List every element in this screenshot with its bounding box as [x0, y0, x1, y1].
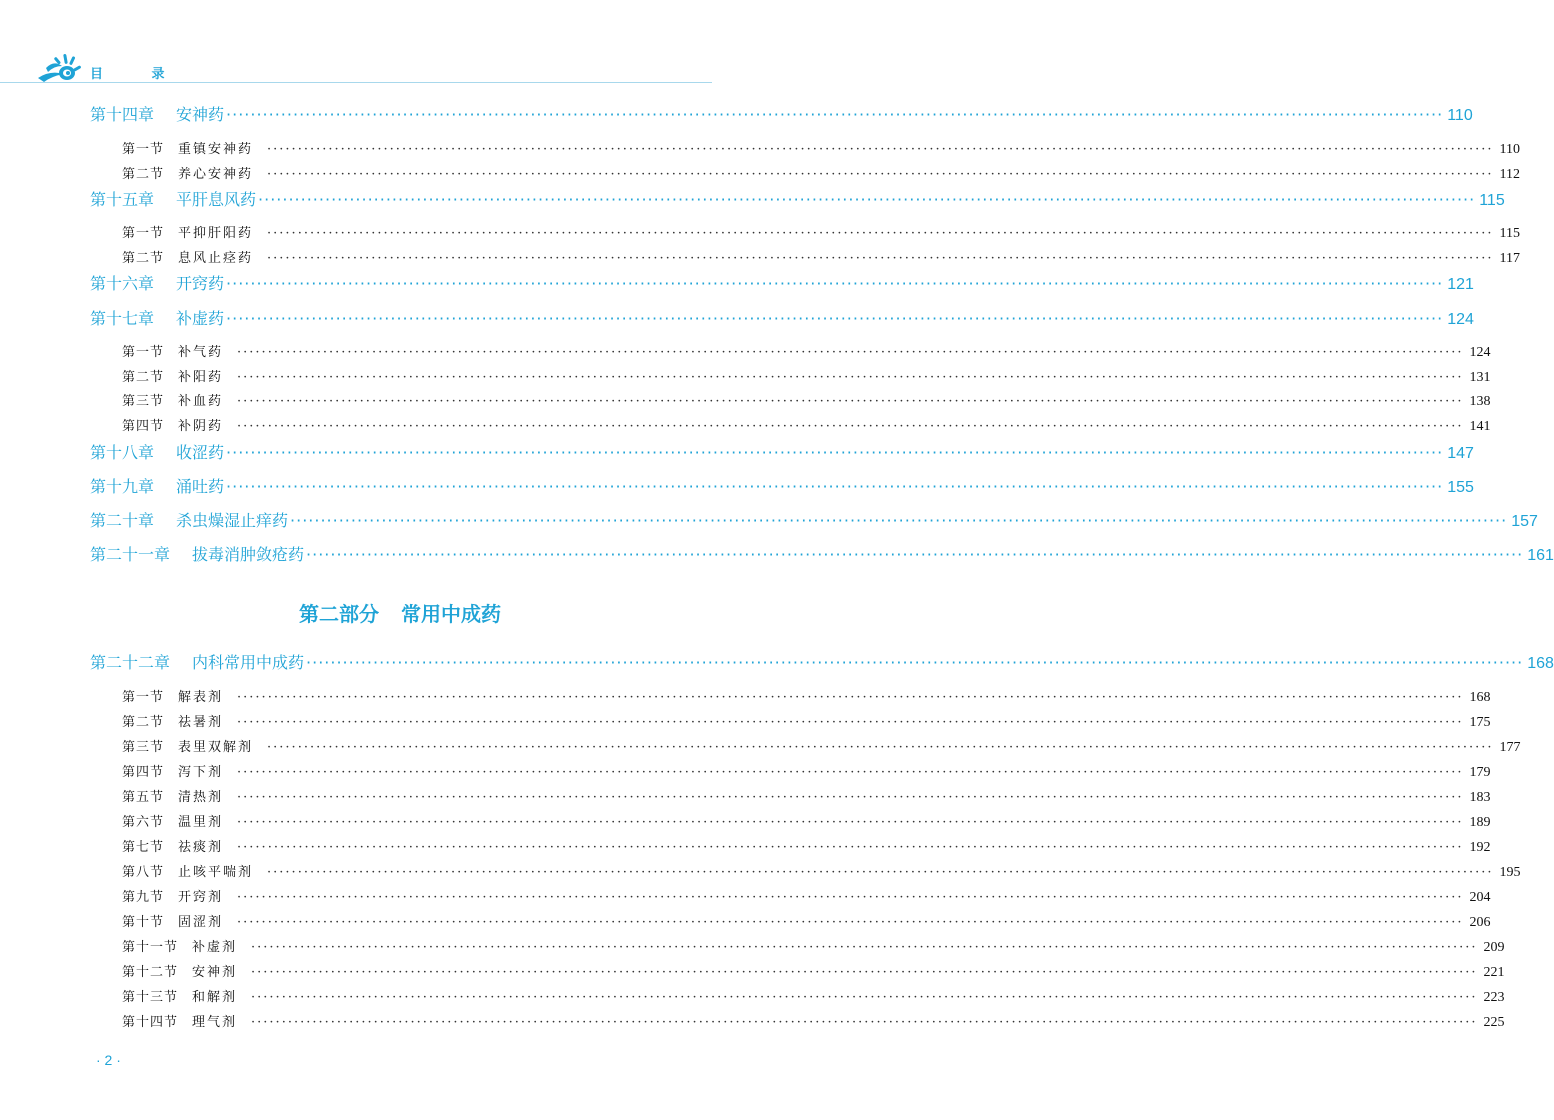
toc-entry-number: 第十四章	[90, 105, 155, 124]
toc-entry-title: 开窍药	[176, 274, 225, 293]
toc-page-number: 221	[1483, 965, 1505, 980]
toc-entry-title: 收涩药	[176, 443, 225, 462]
toc-entry-title: 补阴药	[178, 419, 224, 434]
header-title: 目 录	[90, 67, 187, 82]
toc-dot-leader: ········································································································································································································	[237, 690, 1464, 705]
toc-entry-title: 平肝息风药	[176, 190, 257, 209]
toc-entry-title: 补气药	[178, 345, 224, 360]
toc-page-number: 112	[1499, 167, 1520, 182]
toc-section-row[interactable]	[122, 366, 1491, 386]
toc-section-row[interactable]	[122, 163, 1520, 183]
toc-dot-leader: ········································································································································································································	[267, 226, 1494, 241]
toc-entry-number: 第十六章	[90, 274, 155, 293]
toc-page-number: 177	[1499, 740, 1521, 755]
toc-section-row[interactable]	[122, 415, 1491, 435]
toc-dot-leader: ········································································································································································································	[251, 1015, 1478, 1030]
toc-page-number: 157	[1511, 513, 1538, 530]
toc-entry-number: 第十八章	[90, 443, 155, 462]
toc-dot-leader: ········································································································································································································	[237, 815, 1464, 830]
toc-entry-title: 养心安神药	[178, 167, 254, 182]
toc-section-row[interactable]	[122, 390, 1491, 410]
toc-entry-title: 内科常用中成药	[192, 653, 305, 672]
toc-chapter-row[interactable]	[90, 102, 1473, 125]
toc-entry-number: 第一节	[122, 226, 165, 241]
toc-entry-number: 第七节	[122, 840, 165, 855]
toc-dot-leader: ········································································································································································································	[251, 990, 1478, 1005]
toc-entry-title: 表里双解剂	[178, 740, 254, 755]
toc-entry-title: 温里剂	[178, 815, 224, 830]
toc-page-number: 121	[1447, 276, 1474, 293]
toc-entry-number: 第三节	[122, 740, 165, 755]
toc-entry-number: 第一节	[122, 690, 165, 705]
toc-section-row[interactable]	[122, 861, 1521, 881]
toc-section-row[interactable]	[122, 986, 1505, 1006]
toc-page-number: 183	[1469, 790, 1491, 805]
toc-entry-number: 第五节	[122, 790, 165, 805]
toc-entry-title: 解表剂	[178, 690, 224, 705]
toc-entry-number: 第二十章	[90, 511, 155, 530]
toc-dot-leader: ········································································································································································································	[237, 915, 1464, 930]
toc-section-row[interactable]	[122, 138, 1520, 158]
toc-entry-title: 拔毒消肿敛疮药	[192, 545, 305, 564]
toc-page-number: 141	[1469, 419, 1491, 434]
toc-section-row[interactable]	[122, 811, 1491, 831]
toc-page-number: 209	[1483, 940, 1505, 955]
toc-entry-title: 清热剂	[178, 790, 224, 805]
page-number: · 2 ·	[96, 1052, 121, 1068]
toc-entry-title: 重镇安神药	[178, 142, 254, 157]
part-number: 第二部分	[299, 602, 379, 626]
toc-section-row[interactable]	[122, 886, 1491, 906]
toc-page-number: 206	[1469, 915, 1491, 930]
toc-entry-title: 祛痰剂	[178, 840, 224, 855]
toc-dot-leader: ········································································································································································································	[251, 940, 1478, 955]
toc-page-number: 131	[1469, 370, 1491, 385]
toc-entry-title: 祛暑剂	[178, 715, 224, 730]
toc-page-number: 147	[1447, 445, 1474, 462]
toc-entry-number: 第三节	[122, 394, 165, 409]
toc-entry-title: 补虚剂	[192, 940, 238, 955]
toc-entry-number: 第十二节	[122, 965, 179, 980]
toc-entry-title: 平抑肝阳药	[178, 226, 254, 241]
toc-section-row[interactable]	[122, 911, 1491, 931]
toc-entry-number: 第四节	[122, 765, 165, 780]
toc-page-number: 192	[1469, 840, 1491, 855]
toc-entry-number: 第十四节	[122, 1015, 179, 1030]
toc-dot-leader: ········································································································································································································	[237, 790, 1464, 805]
toc-entry-number: 第四节	[122, 419, 165, 434]
toc-entry-number: 第一节	[122, 345, 165, 360]
toc-page-number: 223	[1483, 990, 1505, 1005]
toc-section-row[interactable]	[122, 836, 1491, 856]
toc-chapter-row[interactable]	[90, 271, 1474, 294]
toc-entry-number: 第二十二章	[90, 653, 171, 672]
toc-page-number: 138	[1469, 394, 1491, 409]
toc-page-number: 168	[1469, 690, 1491, 705]
toc-entry-title: 涌吐药	[176, 477, 225, 496]
toc-entry-number: 第一节	[122, 142, 165, 157]
toc-dot-leader: ········································································································································································································	[237, 715, 1464, 730]
toc-dot-leader: ········································································································································································································	[237, 345, 1464, 360]
toc-entry-number: 第十一节	[122, 940, 179, 955]
toc-page-number: 168	[1527, 655, 1554, 672]
toc-page-number: 110	[1499, 142, 1520, 157]
toc-entry-number: 第二节	[122, 167, 165, 182]
toc-dot-leader: ········································································································································································································	[237, 840, 1464, 855]
toc-entry-title: 杀虫燥湿止痒药	[176, 511, 289, 530]
toc-page-number: 179	[1469, 765, 1491, 780]
toc-entry-number: 第二节	[122, 251, 165, 266]
toc-section-row[interactable]	[122, 247, 1520, 267]
toc-entry-title: 补血药	[178, 394, 224, 409]
toc-dot-leader: ········································································································································································································	[306, 653, 1524, 672]
toc-page-number: 155	[1447, 479, 1474, 496]
toc-section-row[interactable]	[122, 341, 1491, 361]
toc-entry-title: 泻下剂	[178, 765, 224, 780]
toc-page-number: 161	[1527, 547, 1554, 564]
toc-section-row[interactable]	[122, 711, 1491, 731]
toc-dot-leader: ········································································································································································································	[226, 105, 1444, 124]
toc-entry-number: 第八节	[122, 865, 165, 880]
toc-entry-title: 止咳平喘剂	[178, 865, 254, 880]
toc-entry-title: 理气剂	[192, 1015, 238, 1030]
toc-dot-leader: ········································································································································································································	[251, 965, 1478, 980]
part-name: 常用中成药	[401, 602, 501, 626]
toc-page-number: 124	[1447, 311, 1474, 328]
toc-page-number: 204	[1469, 890, 1491, 905]
toc-dot-leader: ········································································································································································································	[237, 370, 1464, 385]
toc-entry-title: 开窍剂	[178, 890, 224, 905]
toc-entry-number: 第六节	[122, 815, 165, 830]
toc-entry-number: 第十七章	[90, 309, 155, 328]
toc-page-number: 175	[1469, 715, 1491, 730]
toc-entry-number: 第二节	[122, 370, 165, 385]
toc-section-row[interactable]	[122, 1011, 1505, 1031]
toc-chapter-row[interactable]	[90, 508, 1538, 531]
toc-entry-number: 第十五章	[90, 190, 155, 209]
toc-section-row[interactable]	[122, 222, 1520, 242]
toc-section-row[interactable]	[122, 736, 1521, 756]
toc-section-row[interactable]	[122, 961, 1505, 981]
toc-section-row[interactable]	[122, 936, 1505, 956]
toc-dot-leader: ········································································································································································································	[226, 309, 1444, 328]
toc-dot-leader: ········································································································································································································	[237, 394, 1464, 409]
toc-chapter-row[interactable]	[90, 187, 1505, 210]
toc-entry-title: 和解剂	[192, 990, 238, 1005]
toc-chapter-row[interactable]	[90, 306, 1474, 329]
toc-page-number: 189	[1469, 815, 1491, 830]
page-header	[0, 0, 800, 90]
toc-chapter-row[interactable]	[90, 440, 1474, 463]
toc-entry-title: 安神药	[176, 105, 225, 124]
toc-entry-number: 第二节	[122, 715, 165, 730]
toc-dot-leader: ········································································································································································································	[267, 167, 1494, 182]
toc-page-number: 225	[1483, 1015, 1505, 1030]
toc-page-number: 195	[1499, 865, 1521, 880]
toc-dot-leader: ········································································································································································································	[226, 477, 1444, 496]
part-title	[0, 598, 800, 627]
toc-chapter-row[interactable]	[90, 650, 1554, 673]
toc-section-row[interactable]	[122, 786, 1491, 806]
toc-section-row[interactable]	[122, 761, 1491, 781]
sun-logo-icon	[34, 48, 82, 86]
toc-dot-leader: ········································································································································································································	[226, 274, 1444, 293]
toc-dot-leader: ········································································································································································································	[237, 765, 1464, 780]
toc-entry-number: 第十三节	[122, 990, 179, 1005]
toc-dot-leader: ········································································································································································································	[290, 511, 1508, 530]
toc-entry-title: 补阳药	[178, 370, 224, 385]
toc-dot-leader: ········································································································································································································	[267, 251, 1494, 266]
toc-page-number: 117	[1499, 251, 1520, 266]
toc-entry-number: 第十节	[122, 915, 165, 930]
toc-entry-title: 补虚药	[176, 309, 225, 328]
toc-page-number: 115	[1479, 192, 1505, 209]
toc-chapter-row[interactable]	[90, 474, 1474, 497]
toc-dot-leader: ········································································································································································································	[267, 740, 1494, 755]
toc-section-row[interactable]	[122, 686, 1491, 706]
toc-dot-leader: ········································································································································································································	[258, 190, 1476, 209]
toc-dot-leader: ········································································································································································································	[237, 419, 1464, 434]
toc-dot-leader: ········································································································································································································	[306, 545, 1524, 564]
toc-chapter-row[interactable]	[90, 542, 1554, 565]
toc-dot-leader: ········································································································································································································	[226, 443, 1444, 462]
toc-dot-leader: ········································································································································································································	[237, 890, 1464, 905]
toc-dot-leader: ········································································································································································································	[267, 865, 1494, 880]
toc-entry-title: 安神剂	[192, 965, 238, 980]
header-divider	[0, 82, 712, 83]
toc-page-number: 110	[1447, 107, 1473, 124]
toc-entry-number: 第二十一章	[90, 545, 171, 564]
toc-entry-title: 固涩剂	[178, 915, 224, 930]
toc-page-number: 115	[1499, 226, 1520, 241]
toc-dot-leader: ········································································································································································································	[267, 142, 1494, 157]
toc-entry-title: 息风止痉药	[178, 251, 254, 266]
toc-page-number: 124	[1469, 345, 1491, 360]
toc-entry-number: 第九节	[122, 890, 165, 905]
toc-entry-number: 第十九章	[90, 477, 155, 496]
